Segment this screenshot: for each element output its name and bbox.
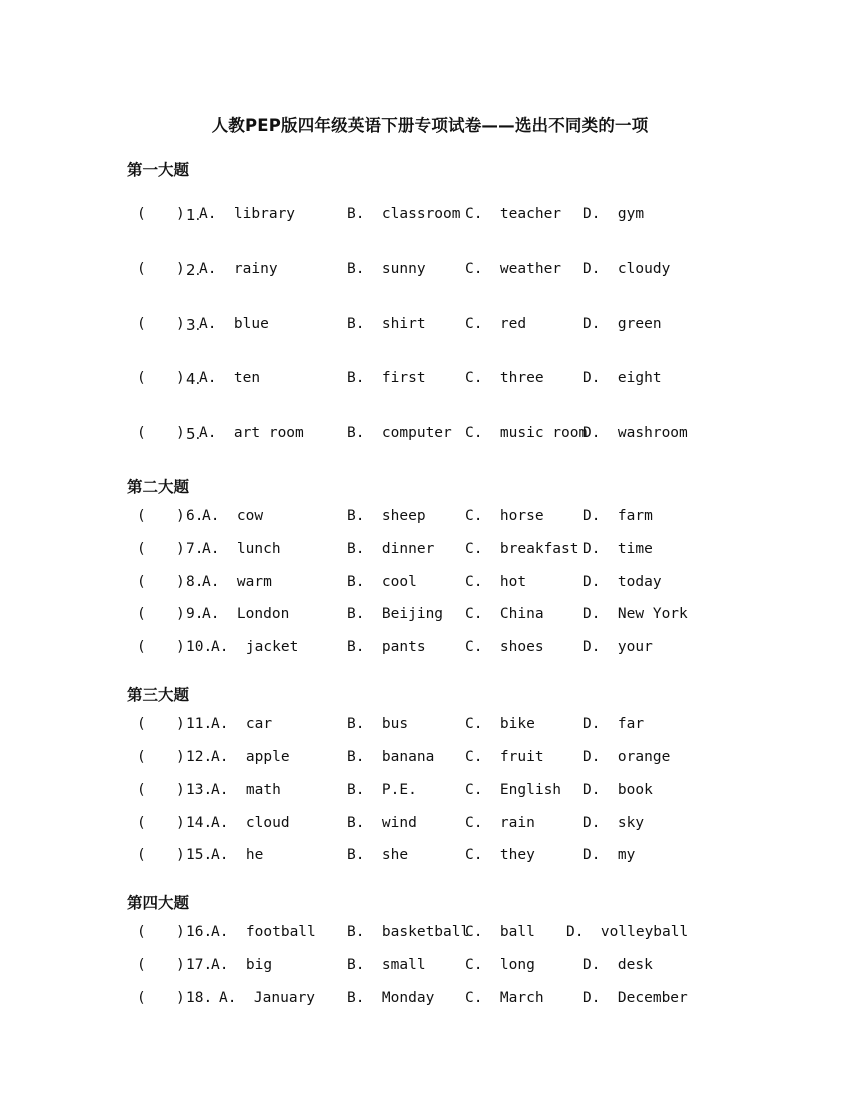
question-row xyxy=(0,206,860,228)
question-number: 4. xyxy=(186,370,201,388)
option-a: A. big xyxy=(211,957,273,973)
answer-paren-close: ) xyxy=(176,716,185,732)
answer-paren-open: ( xyxy=(137,749,146,765)
option-c: C. weather xyxy=(465,261,562,277)
option-b: B. Beijing xyxy=(347,606,444,622)
option-d: D. today xyxy=(583,574,662,590)
answer-paren-open: ( xyxy=(137,316,146,332)
question-row xyxy=(0,316,860,338)
question-number: 10. xyxy=(186,639,213,655)
answer-paren-open: ( xyxy=(137,574,146,590)
option-a: A. January xyxy=(219,990,316,1006)
option-b: B. first xyxy=(347,370,426,386)
answer-paren-close: ) xyxy=(176,574,185,590)
option-c: C. shoes xyxy=(465,639,544,655)
question-row xyxy=(0,370,860,392)
question-row xyxy=(0,782,860,804)
option-d: D. gym xyxy=(583,206,645,222)
question-row xyxy=(0,716,860,738)
option-d: D. desk xyxy=(583,957,653,973)
option-b: B. banana xyxy=(347,749,435,765)
question-row xyxy=(0,924,860,946)
option-d: D. your xyxy=(583,639,653,655)
option-a: A. blue xyxy=(199,316,269,332)
answer-paren-close: ) xyxy=(176,749,185,765)
option-c: C. long xyxy=(465,957,535,973)
answer-paren-open: ( xyxy=(137,370,146,386)
option-c: C. English xyxy=(465,782,562,798)
question-number: 18. xyxy=(186,990,213,1006)
question-row xyxy=(0,990,860,1012)
question-number: 17. xyxy=(186,957,213,973)
option-d: D. time xyxy=(583,541,653,557)
question-number: 2. xyxy=(186,261,201,279)
question-number: 6. xyxy=(186,508,204,524)
option-c: C. fruit xyxy=(465,749,544,765)
option-b: B. pants xyxy=(347,639,426,655)
option-a: A. math xyxy=(211,782,281,798)
answer-paren-close: ) xyxy=(176,206,185,222)
answer-paren-close: ) xyxy=(176,957,185,973)
answer-paren-close: ) xyxy=(176,316,185,332)
option-d: D. December xyxy=(583,990,688,1006)
option-a: A. car xyxy=(211,716,273,732)
answer-paren-open: ( xyxy=(137,815,146,831)
option-b: B. sheep xyxy=(347,508,426,524)
question-number: 12. xyxy=(186,749,213,765)
question-row xyxy=(0,261,860,283)
option-d: D. washroom xyxy=(583,425,688,441)
answer-paren-close: ) xyxy=(176,425,185,441)
option-b: B. classroom xyxy=(347,206,461,222)
option-d: D. my xyxy=(583,847,636,863)
option-d: D. book xyxy=(583,782,653,798)
question-row xyxy=(0,541,860,563)
question-number: 8. xyxy=(186,574,204,590)
question-number: 15. xyxy=(186,847,213,863)
option-d: D. New York xyxy=(583,606,688,622)
option-b: B. she xyxy=(347,847,409,863)
option-a: A. cloud xyxy=(211,815,290,831)
option-d: D. farm xyxy=(583,508,653,524)
option-c: C. rain xyxy=(465,815,535,831)
option-b: B. basketball xyxy=(347,924,470,940)
answer-paren-close: ) xyxy=(176,782,185,798)
option-b: B. wind xyxy=(347,815,417,831)
option-c: C. music room xyxy=(465,425,588,441)
question-row xyxy=(0,606,860,628)
question-number: 9. xyxy=(186,606,204,622)
option-b: B. Monday xyxy=(347,990,435,1006)
answer-paren-open: ( xyxy=(137,606,146,622)
option-c: C. red xyxy=(465,316,527,332)
option-c: C. horse xyxy=(465,508,544,524)
answer-paren-close: ) xyxy=(176,990,185,1006)
section-heading-1: 第一大题 xyxy=(127,161,190,179)
answer-paren-open: ( xyxy=(137,716,146,732)
option-b: B. P.E. xyxy=(347,782,417,798)
option-c: C. bike xyxy=(465,716,535,732)
question-row xyxy=(0,847,860,869)
answer-paren-open: ( xyxy=(137,990,146,1006)
section-heading-3: 第三大题 xyxy=(127,686,190,704)
answer-paren-close: ) xyxy=(176,924,185,940)
answer-paren-open: ( xyxy=(137,508,146,524)
option-a: A. he xyxy=(211,847,264,863)
option-b: B. cool xyxy=(347,574,417,590)
option-a: A. apple xyxy=(211,749,290,765)
option-a: A. ten xyxy=(199,370,261,386)
option-b: B. bus xyxy=(347,716,409,732)
option-a: A. jacket xyxy=(211,639,299,655)
option-a: A. London xyxy=(202,606,290,622)
answer-paren-open: ( xyxy=(137,924,146,940)
question-number: 3. xyxy=(186,316,201,334)
section-heading-2: 第二大题 xyxy=(127,478,190,496)
question-number: 5. xyxy=(186,425,201,443)
answer-paren-close: ) xyxy=(176,370,185,386)
answer-paren-close: ) xyxy=(176,606,185,622)
question-row xyxy=(0,574,860,596)
question-number: 16. xyxy=(186,924,213,940)
question-row xyxy=(0,815,860,837)
option-d: D. orange xyxy=(583,749,671,765)
option-c: C. ball xyxy=(465,924,535,940)
question-number: 13. xyxy=(186,782,213,798)
question-row xyxy=(0,425,860,447)
question-number: 14. xyxy=(186,815,213,831)
option-a: A. library xyxy=(199,206,296,222)
question-row xyxy=(0,639,860,661)
question-row xyxy=(0,508,860,530)
option-a: A. rainy xyxy=(199,261,278,277)
question-number: 7. xyxy=(186,541,204,557)
option-d: D. volleyball xyxy=(566,924,689,940)
question-number: 1. xyxy=(186,206,201,224)
answer-paren-open: ( xyxy=(137,639,146,655)
section-heading-4: 第四大题 xyxy=(127,894,190,912)
answer-paren-close: ) xyxy=(176,639,185,655)
answer-paren-close: ) xyxy=(176,815,185,831)
answer-paren-close: ) xyxy=(176,261,185,277)
option-b: B. shirt xyxy=(347,316,426,332)
answer-paren-close: ) xyxy=(176,508,185,524)
answer-paren-open: ( xyxy=(137,847,146,863)
question-row xyxy=(0,749,860,771)
answer-paren-open: ( xyxy=(137,425,146,441)
page-title: 人教PEP版四年级英语下册专项试卷——选出不同类的一项 xyxy=(211,116,649,135)
option-c: C. three xyxy=(465,370,544,386)
option-c: C. they xyxy=(465,847,535,863)
answer-paren-open: ( xyxy=(137,261,146,277)
option-a: A. art room xyxy=(199,425,304,441)
question-number: 11. xyxy=(186,716,213,732)
option-b: B. dinner xyxy=(347,541,435,557)
answer-paren-open: ( xyxy=(137,957,146,973)
option-d: D. far xyxy=(583,716,645,732)
option-c: C. March xyxy=(465,990,544,1006)
option-b: B. sunny xyxy=(347,261,426,277)
option-d: D. sky xyxy=(583,815,645,831)
answer-paren-open: ( xyxy=(137,206,146,222)
option-c: C. teacher xyxy=(465,206,562,222)
answer-paren-open: ( xyxy=(137,782,146,798)
option-b: B. computer xyxy=(347,425,452,441)
question-row xyxy=(0,957,860,979)
option-a: A. lunch xyxy=(202,541,281,557)
answer-paren-open: ( xyxy=(137,541,146,557)
answer-paren-close: ) xyxy=(176,847,185,863)
option-a: A. warm xyxy=(202,574,272,590)
option-c: C. hot xyxy=(465,574,527,590)
option-c: C. breakfast xyxy=(465,541,579,557)
option-c: C. China xyxy=(465,606,544,622)
option-a: A. football xyxy=(211,924,316,940)
option-b: B. small xyxy=(347,957,426,973)
option-d: D. green xyxy=(583,316,662,332)
option-a: A. cow xyxy=(202,508,264,524)
answer-paren-close: ) xyxy=(176,541,185,557)
option-d: D. eight xyxy=(583,370,662,386)
option-d: D. cloudy xyxy=(583,261,671,277)
